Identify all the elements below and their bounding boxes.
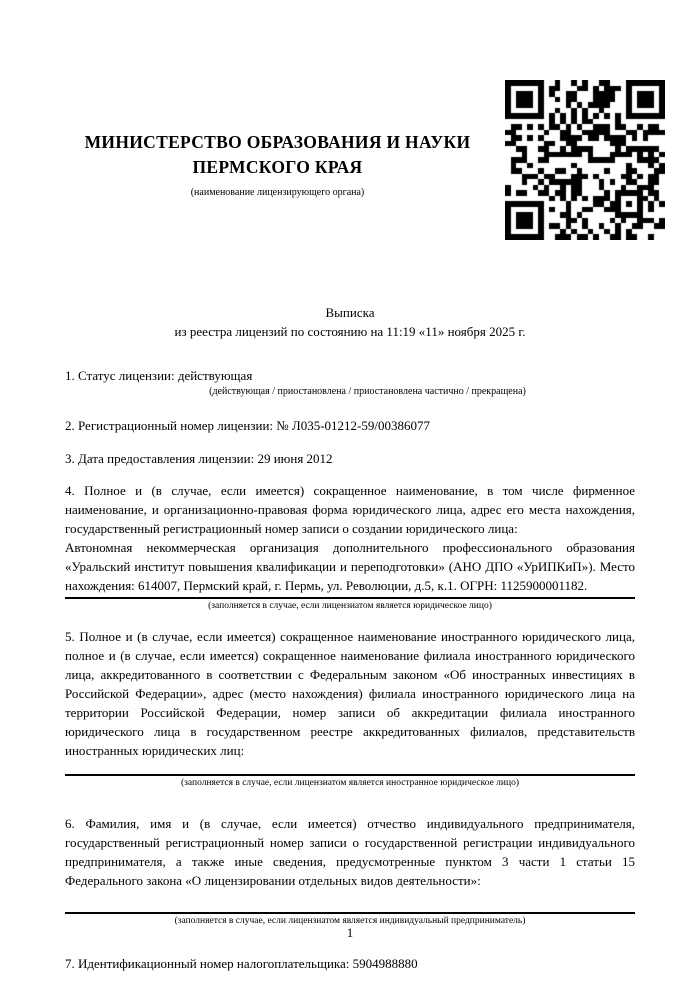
item-4-fill-note: (заполняется в случае, если лицензиатом является юридическое лицо) <box>65 597 635 613</box>
item-4-answer: Автономная некоммерческая организация дополнительного профессионального образования «Уральский институт повышения квалификации и переподготовки» (АНО ДПО «УрИПКиП»). Место нахождения: 614007, Пермский край, г. Пермь, ул. Революции, д.5, к.1. ОГРН: 1125900001182. <box>65 540 635 593</box>
page-number: 1 <box>346 926 354 940</box>
item-1-license-status: 1. Статус лицензии: действующая <box>65 368 253 383</box>
ministry-name-line2: ПЕРМСКОГО КРАЯ <box>192 157 363 177</box>
item-3-grant-date: 3. Дата предоставления лицензии: 29 июня 2012 <box>65 451 333 466</box>
item-7-taxpayer-id: 7. Идентификационный номер налогоплательщика: 5904988880 <box>65 956 418 971</box>
item-6-empty-answer-line <box>65 890 635 909</box>
qr-code-icon <box>505 80 665 240</box>
ministry-name <box>60 130 495 180</box>
item-5-fill-note: (заполняется в случае, если лицензиатом является иностранное юридическое лицо) <box>65 774 635 790</box>
document-body <box>65 366 635 973</box>
item-6-fill-note: (заполняется в случае, если лицензиатом является индивидуальный предприниматель) <box>65 912 635 928</box>
item-5-question: 5. Полное и (в случае, если имеется) сокращенное наименование иностранного юридического лица, полное и (в случае, если имеется) сокращенное наименование филиала иностранного юридического лица, аккредитованного в соответствии с Федеральным законом «Об иностранных инвестициях в Российской Федерации», адрес (место нахождения) филиала иностранного юридического лица на территории Российской Федерации, номер записи об аккредитации филиала иностранного юридического лица в государственном реестре аккредитованных филиалов, представительств иностранных юридических лиц: <box>65 629 635 758</box>
item-6-question: 6. Фамилия, имя и (в случае, если имеется) отчество индивидуального предпринимателя, государственный регистрационный номер записи о государственной регистрации индивидуального предпринимателя, а также иные сведения, предусмотренные пунктом 3 части 1 статьи 15 Федерального закона «О лицензировании отдельных видов деятельности»: <box>65 816 635 888</box>
item-2-registration-number: 2. Регистрационный номер лицензии: № Л035-01212-59/00386077 <box>65 418 431 433</box>
document-title-line2: из реестра лицензий по состоянию на 11:19 «11» ноября 2025 г. <box>174 324 526 339</box>
ministry-name-line1: МИНИСТЕРСТВО ОБРАЗОВАНИЯ И НАУКИ <box>84 132 471 152</box>
item-4-question: 4. Полное и (в случае, если имеется) сокращенное наименование, в том числе фирменное наименование, и организационно-правовая форма юридического лица, адрес его места нахождения, государственный регистрационный номер записи о создании юридического лица: <box>65 483 635 536</box>
item-4-legal-entity <box>65 481 635 613</box>
item-6-individual-entrepreneur <box>65 814 635 928</box>
item-1-status-options-caption: (действующая / приостановлена / приостановлена частично / прекращена) <box>209 386 526 397</box>
document-title-line1: Выписка <box>325 305 375 320</box>
ministry-caption: (наименование лицензирующего органа) <box>190 187 365 198</box>
document-title <box>65 303 635 341</box>
item-5-foreign-entity <box>65 627 635 790</box>
licensing-authority-header <box>60 130 495 199</box>
